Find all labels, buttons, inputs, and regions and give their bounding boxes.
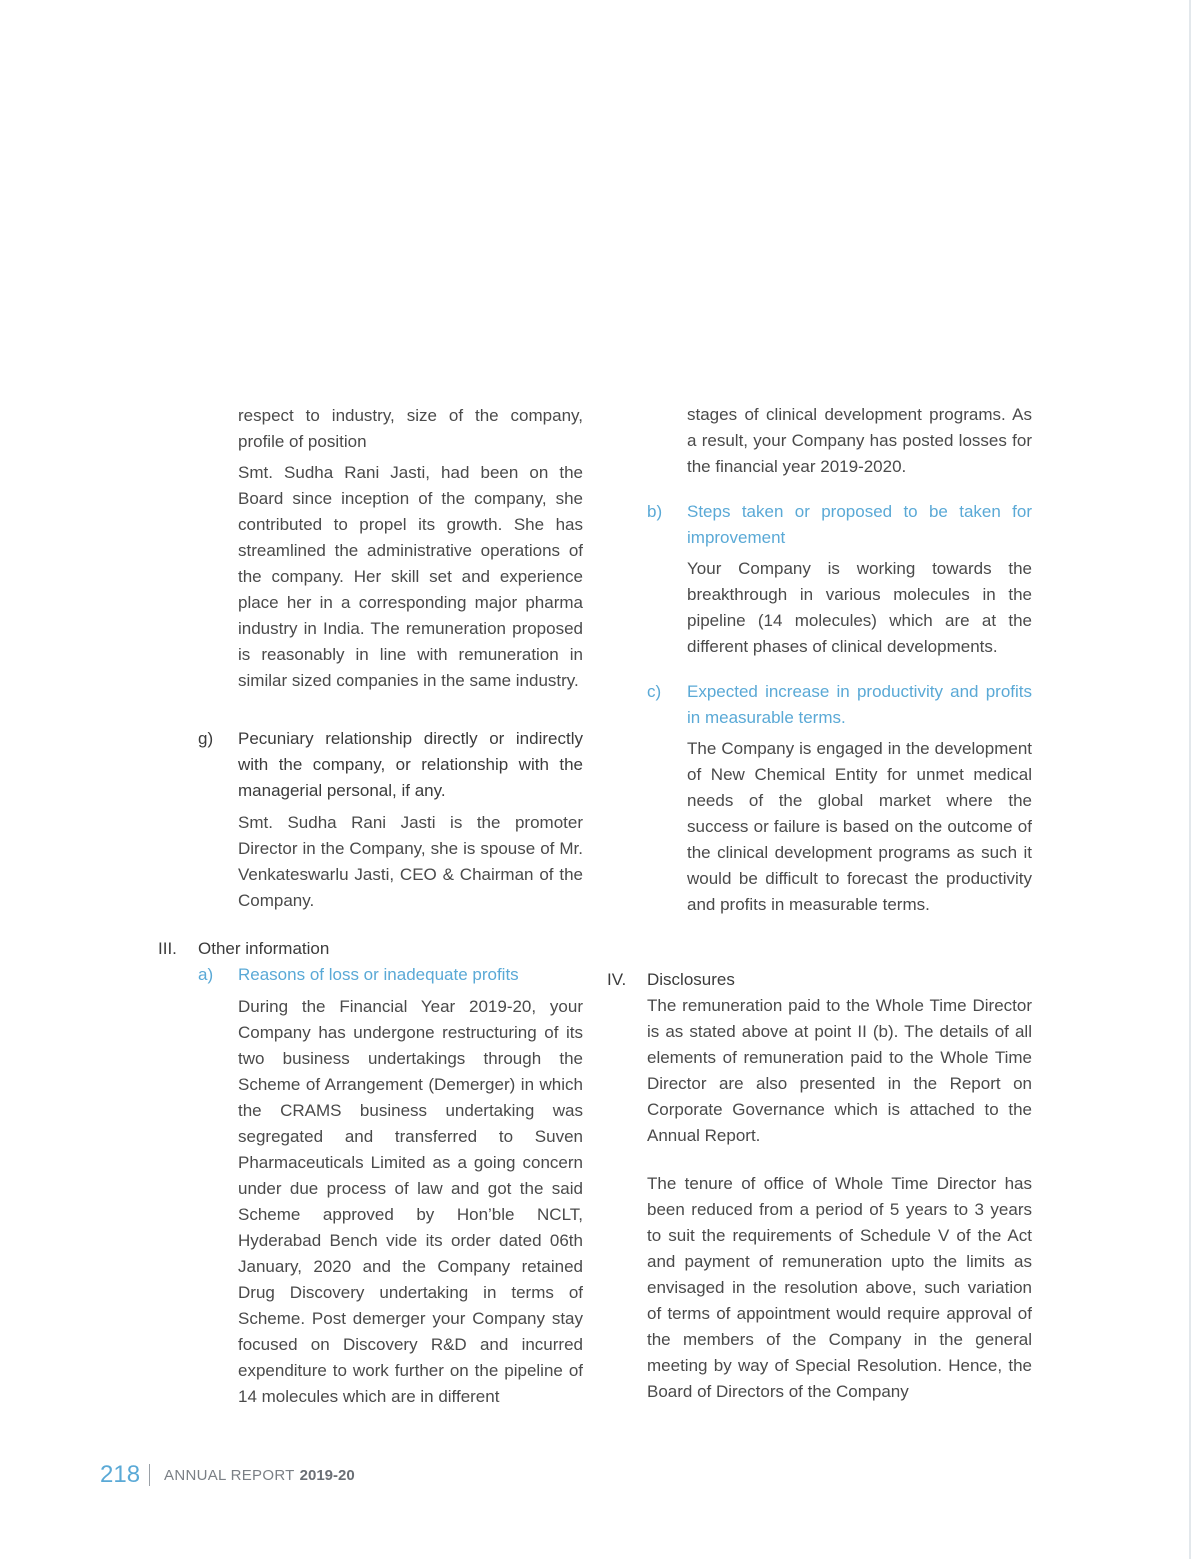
disclosure-paragraph-2: The tenure of office of Whole Time Director has been reduced from a period of 5 years to 3 years to suit the requirements of Schedule V of the Act and payment of remuneration upto the limits as envisaged in the resolution above, such variation of terms of appointment would require approval of the members of the Company in the general meeting by way of Special Resolution. Hence, the Board of Directors of the Company (647, 1174, 1032, 1401)
productivity-paragraph: The Company is engaged in the development of New Chemical Entity for unmet medical needs of the global market where the success or failure is based on the outcome of the clinical development programs as such it would be difficult to forecast the productivity and profits in measurable terms. (687, 739, 1032, 914)
subheading-expected-increase: Expected increase in productivity and profits in measurable terms. (687, 682, 1032, 727)
section-title-other-information: Other information (198, 939, 330, 958)
continued-paragraph-right: stages of clinical development programs. As a result, your Company has posted losses for the financial year 2019-2020. (687, 405, 1032, 476)
subheading-steps-taken: Steps taken or proposed to be taken for improvement (687, 502, 1032, 547)
item-marker-c: c) (647, 682, 662, 701)
reasons-paragraph: During the Financial Year 2019-20, your Company has undergone restructuring of its two business undertakings through the Scheme of Arrangement (Demerger) in which the CRAMS business undertaking was segregated and transferred to Suven Pharmaceuticals Limited as a going concern under due process of law and got the said Scheme approved by Hon’ble NCLT, Hyderabad Bench vide its order dated 06th January, 2020 and the Company retained Drug Discovery undertaking in terms of Scheme. Post demerger your Company stay focused on Discovery R&D and incurred expenditure to work further on the pipeline of 14 molecules which are in different (238, 997, 583, 1406)
continued-paragraph-left: respect to industry, size of the company, profile of position (238, 406, 583, 451)
section-title-disclosures: Disclosures (647, 970, 735, 989)
report-label: ANNUAL REPORT (164, 1466, 295, 1484)
section-marker-iv: IV. (607, 970, 627, 989)
subheading-reasons-of-loss: Reasons of loss or inadequate profits (238, 965, 519, 984)
item-marker-b: b) (647, 502, 663, 521)
footer-divider (149, 1464, 150, 1486)
page-number: 218 (100, 1461, 141, 1488)
report-year: 2019-20 (299, 1466, 355, 1484)
disclosure-paragraph-1: The remuneration paid to the Whole Time Director is as stated above at point II (b). The details of all elements of remuneration paid to the Whole Time Director are also presented in the Report on Corporate Governance which is attached to the Annual Report. (647, 996, 1032, 1145)
item-marker-a: a) (198, 965, 214, 984)
steps-paragraph: Your Company is working towards the breakthrough in various molecules in the pipeline (14 molecules) which are at the different phases of clinical developments. (687, 559, 1032, 656)
section-marker-iii: III. (158, 939, 177, 958)
page-footer (100, 1458, 355, 1492)
justification-paragraph-f: Smt. Sudha Rani Jasti, had been on the Board since inception of the company, she contributed to propel its growth. She has streamlined the administrative operations of the company. Her skill set and experience place her in a corresponding major pharma industry in India. The remuneration proposed is reasonably in line with remuneration in similar sized companies in the same industry. (238, 463, 583, 690)
item-heading-g: Pecuniary relationship directly or indirectly with the company, or relationship with the managerial personal, if any. (238, 729, 583, 800)
item-marker-g: g) (198, 729, 214, 748)
relationship-paragraph-g: Smt. Sudha Rani Jasti is the promoter Director in the Company, she is spouse of Mr. Venkateswarlu Jasti, CEO & Chairman of the Company. (238, 813, 583, 910)
